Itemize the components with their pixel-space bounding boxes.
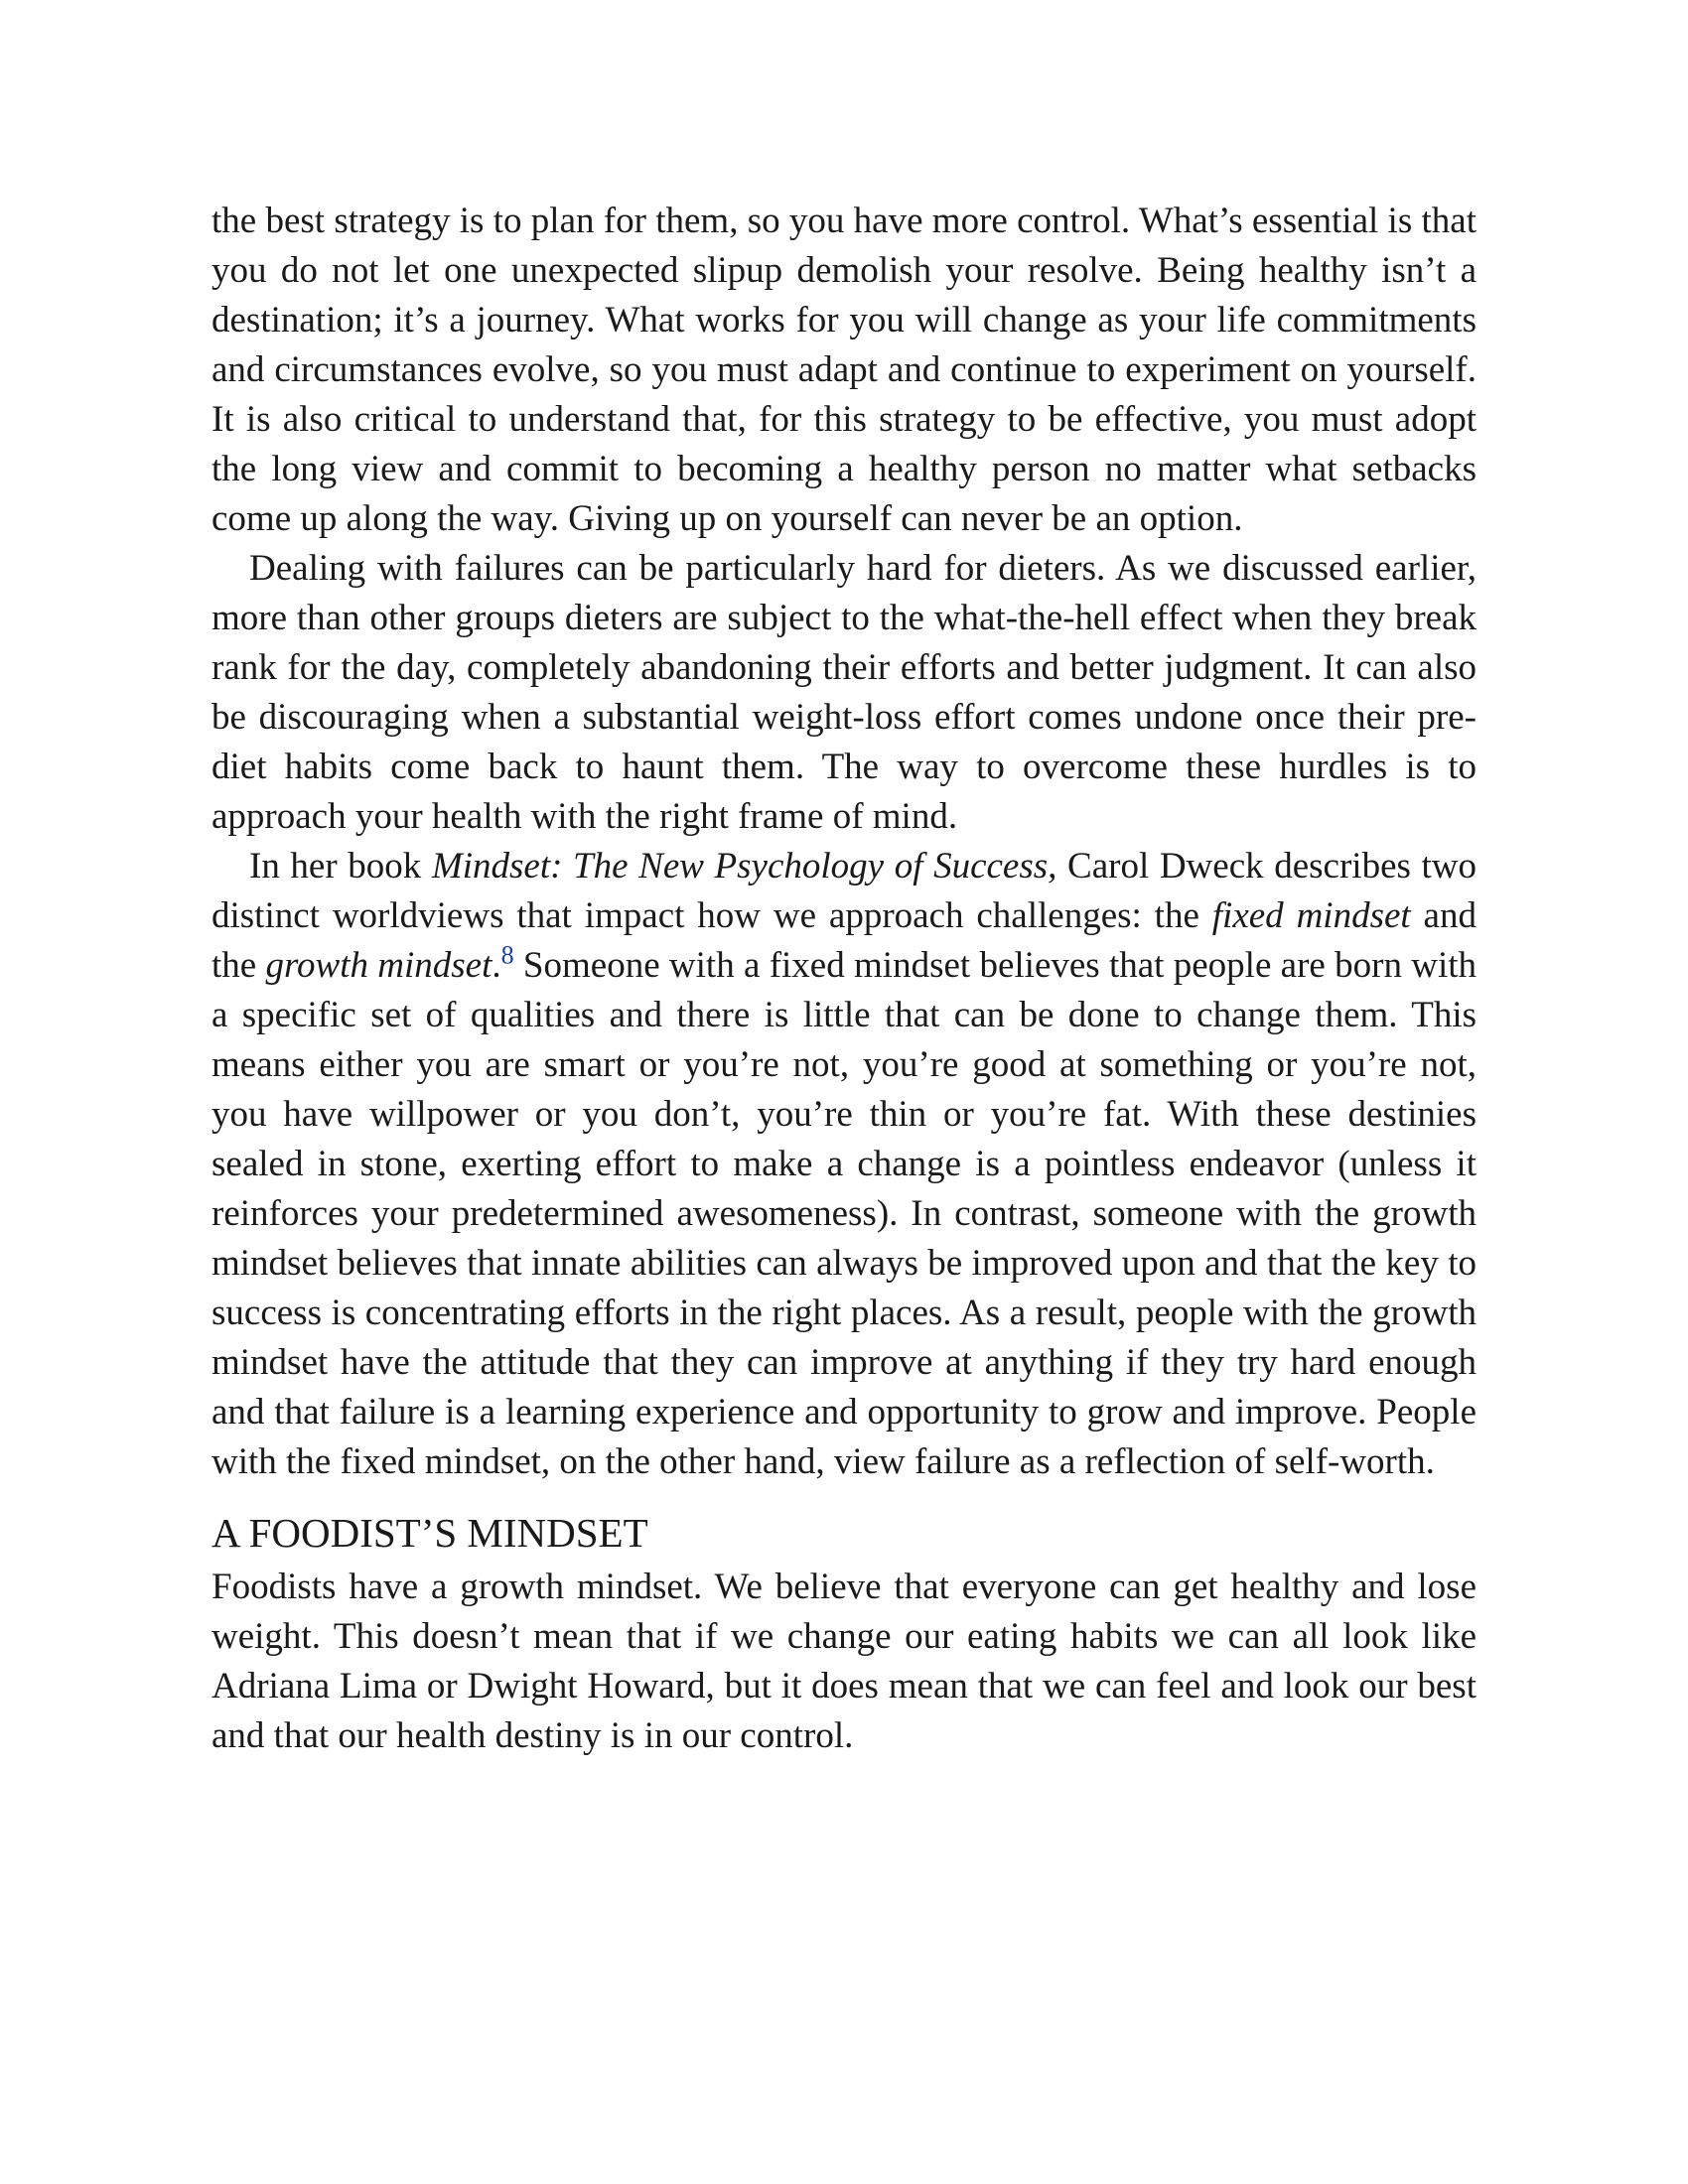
term-growth-mindset: growth mindset [265,945,492,986]
page-body [211,197,1477,1761]
paragraph-foodists: Foodists have a growth mindset. We believe that everyone can get healthy and lose weight. This doesn’t mean that if we change our eating habits we can all look like Adriana Lima or Dwight Howard, but it does mean that we can feel and look our best and that our health destiny is in our control. [211,1567,1477,1756]
paragraph-continuation: the best strategy is to plan for them, so you have more control. What’s essential is that you do not let one unexpected slipup demolish your resolve. Being healthy isn’t a destination; it’s a journey. What works for you will change as your life commitments and circumstances evolve, so you must adapt and continue to experiment on yourself. It is also critical to understand that, for this strategy to be effective, you must adopt the long view and commit to becoming a healthy person no matter what setbacks come up along the way. Giving up on yourself can never be an option. [211,201,1477,539]
mindset-rest-text: Someone with a fixed mindset believes that people are born with a specific set of qualities and there is little that can be done to change them. This means either you are smart or you’re not, you’re good at something or you’re not, you have willpower or you don’t, you’re thin or you’re fat. With these destinies sealed in stone, exerting effort to make a change is a pointless endeavor (unless it reinforces your predetermined awesomeness). In contrast, someone with the growth mindset believes that innate abilities can always be improved upon and that the key to success is concentrating efforts in the right places. As a result, people with the growth mindset have the attitude that they can improve at anything if they try hard enough and that failure is a learning experience and opportunity to grow and improve. People with the fixed mindset, on the other hand, view failure as a reflection of self-worth. [211,945,1477,1482]
paragraph-dieters-failures: Dealing with failures can be particularly hard for dieters. As we discussed earlier, more than other groups dieters are subject to the what-the-hell effect when they break rank for the day, completely abandoning their efforts and better judgment. It can also be discouraging when a substantial weight-loss effort comes undone once their pre-diet habits come back to haunt them. The way to overcome these hurdles is to approach your health with the right frame of mind. [211,548,1477,837]
mindset-period: . [492,945,501,986]
book-title: Mindset: The New Psychology of Success, [431,846,1057,887]
term-fixed-mindset: fixed mindset [1211,895,1411,936]
paragraph-mindset [211,842,1477,1487]
mindset-and-the-text: and the [211,895,1477,986]
mindset-lead-text: In her book [249,846,432,887]
mindset-after-title-text: Carol Dweck describes two distinct worldviews that impact how we approach challenges: the [211,846,1477,936]
footnote-link[interactable]: 8 [500,940,514,970]
section-heading: A FOODIST’S MINDSET [211,1510,648,1556]
